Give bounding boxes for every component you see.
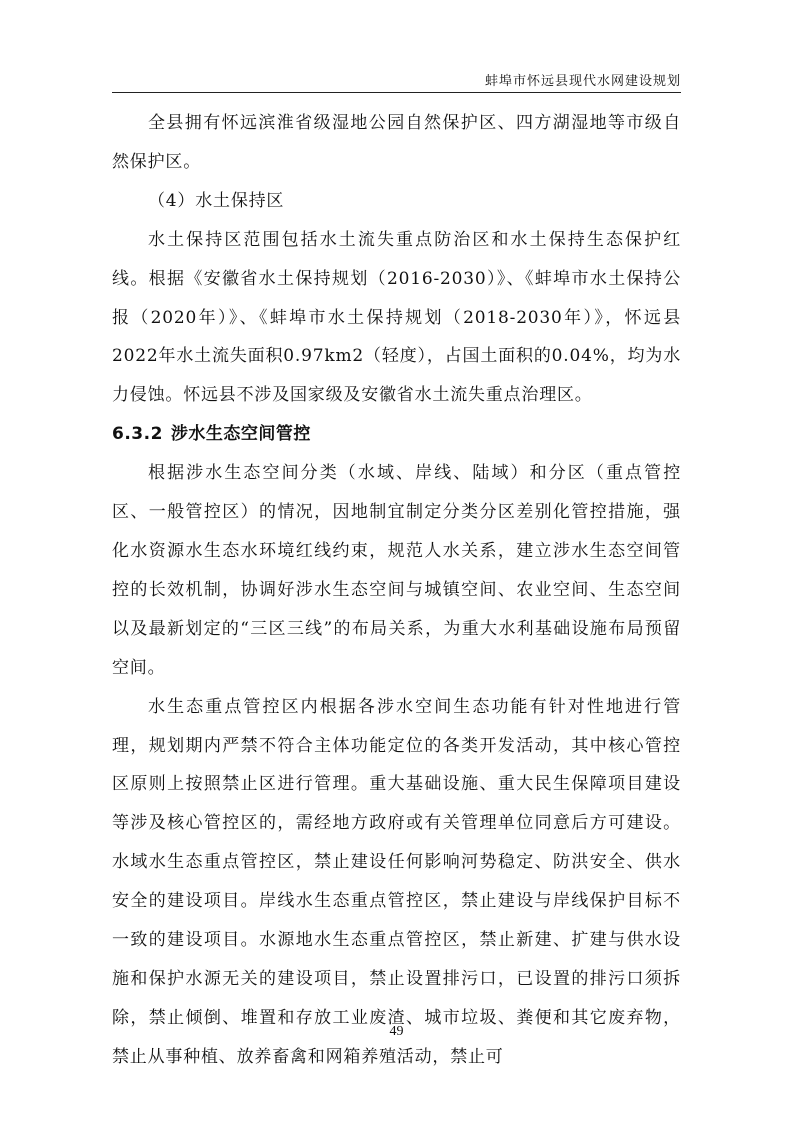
paragraph-nature-reserves: 全县拥有怀远滨淮省级湿地公园自然保护区、四方湖湿地等市级自然保护区。: [112, 113, 681, 172]
subheading-soil-conservation: （4）水土保持区: [148, 190, 285, 211]
paragraph-soil-conservation: 水土保持区范围包括水土流失重点防治区和水土保持生态保护红线。根据《安徽省水土保持规划（2016-2030）》、《蚌埠市水土保持公报（2020年）》、《蚌埠市水土保持规划（2018-2030年）》，怀远县2022年水土流失面积0.97km2（轻度），占国土面积的0.04%，均为水力侵蚀。怀远县不涉及国家级及安徽省水土流失重点治理区。: [112, 229, 681, 406]
paragraph-key-control-zone: 水生态重点管控区内根据各涉水空间生态功能有针对性地进行管理，规划期内严禁不符合主体功能定位的各类开发活动，其中核心管控区原则上按照禁止区进行管理。重大基础设施、重大民生保障项目建设等涉及核心管控区的，需经地方政府或有关管理单位同意后方可建设。水域水生态重点管控区，禁止建设任何影响河势稳定、防洪安全、供水安全的建设项目。岸线水生态重点管控区，禁止建设与岸线保护目标不一致的建设项目。水源地水生态重点管控区，禁止新建、扩建与供水设施和保护水源无关的建设项目，禁止设置排污口，已设置的排污口须拆除，禁止倾倒、堆置和存放工业废渣、城市垃圾、粪便和其它废弃物，禁止从事种植、放养畜禽和网箱养殖活动，禁止可: [112, 696, 681, 1067]
running-header-title: 蚌埠市怀远县现代水网建设规划: [484, 74, 681, 89]
header-rule: [112, 92, 681, 93]
paragraph-space-control: 根据涉水生态空间分类（水域、岸线、陆域）和分区（重点管控区、一般管控区）的情况，因地制宜制定分类分区差别化管控措施，强化水资源水生态水环境红线约束，规范人水关系，建立涉水生态空间管控的长效机制，协调好涉水生态空间与城镇空间、农业空间、生态空间以及最新划定的“三区三线”的布局关系，为重大水利基础设施布局预留空间。: [112, 463, 681, 678]
page-number: 49: [389, 1024, 404, 1039]
section-title: 涉水生态空间管控: [170, 424, 311, 445]
section-heading: [112, 415, 681, 454]
section-number: 6.3.2: [112, 424, 163, 445]
page-body: [112, 104, 681, 1077]
